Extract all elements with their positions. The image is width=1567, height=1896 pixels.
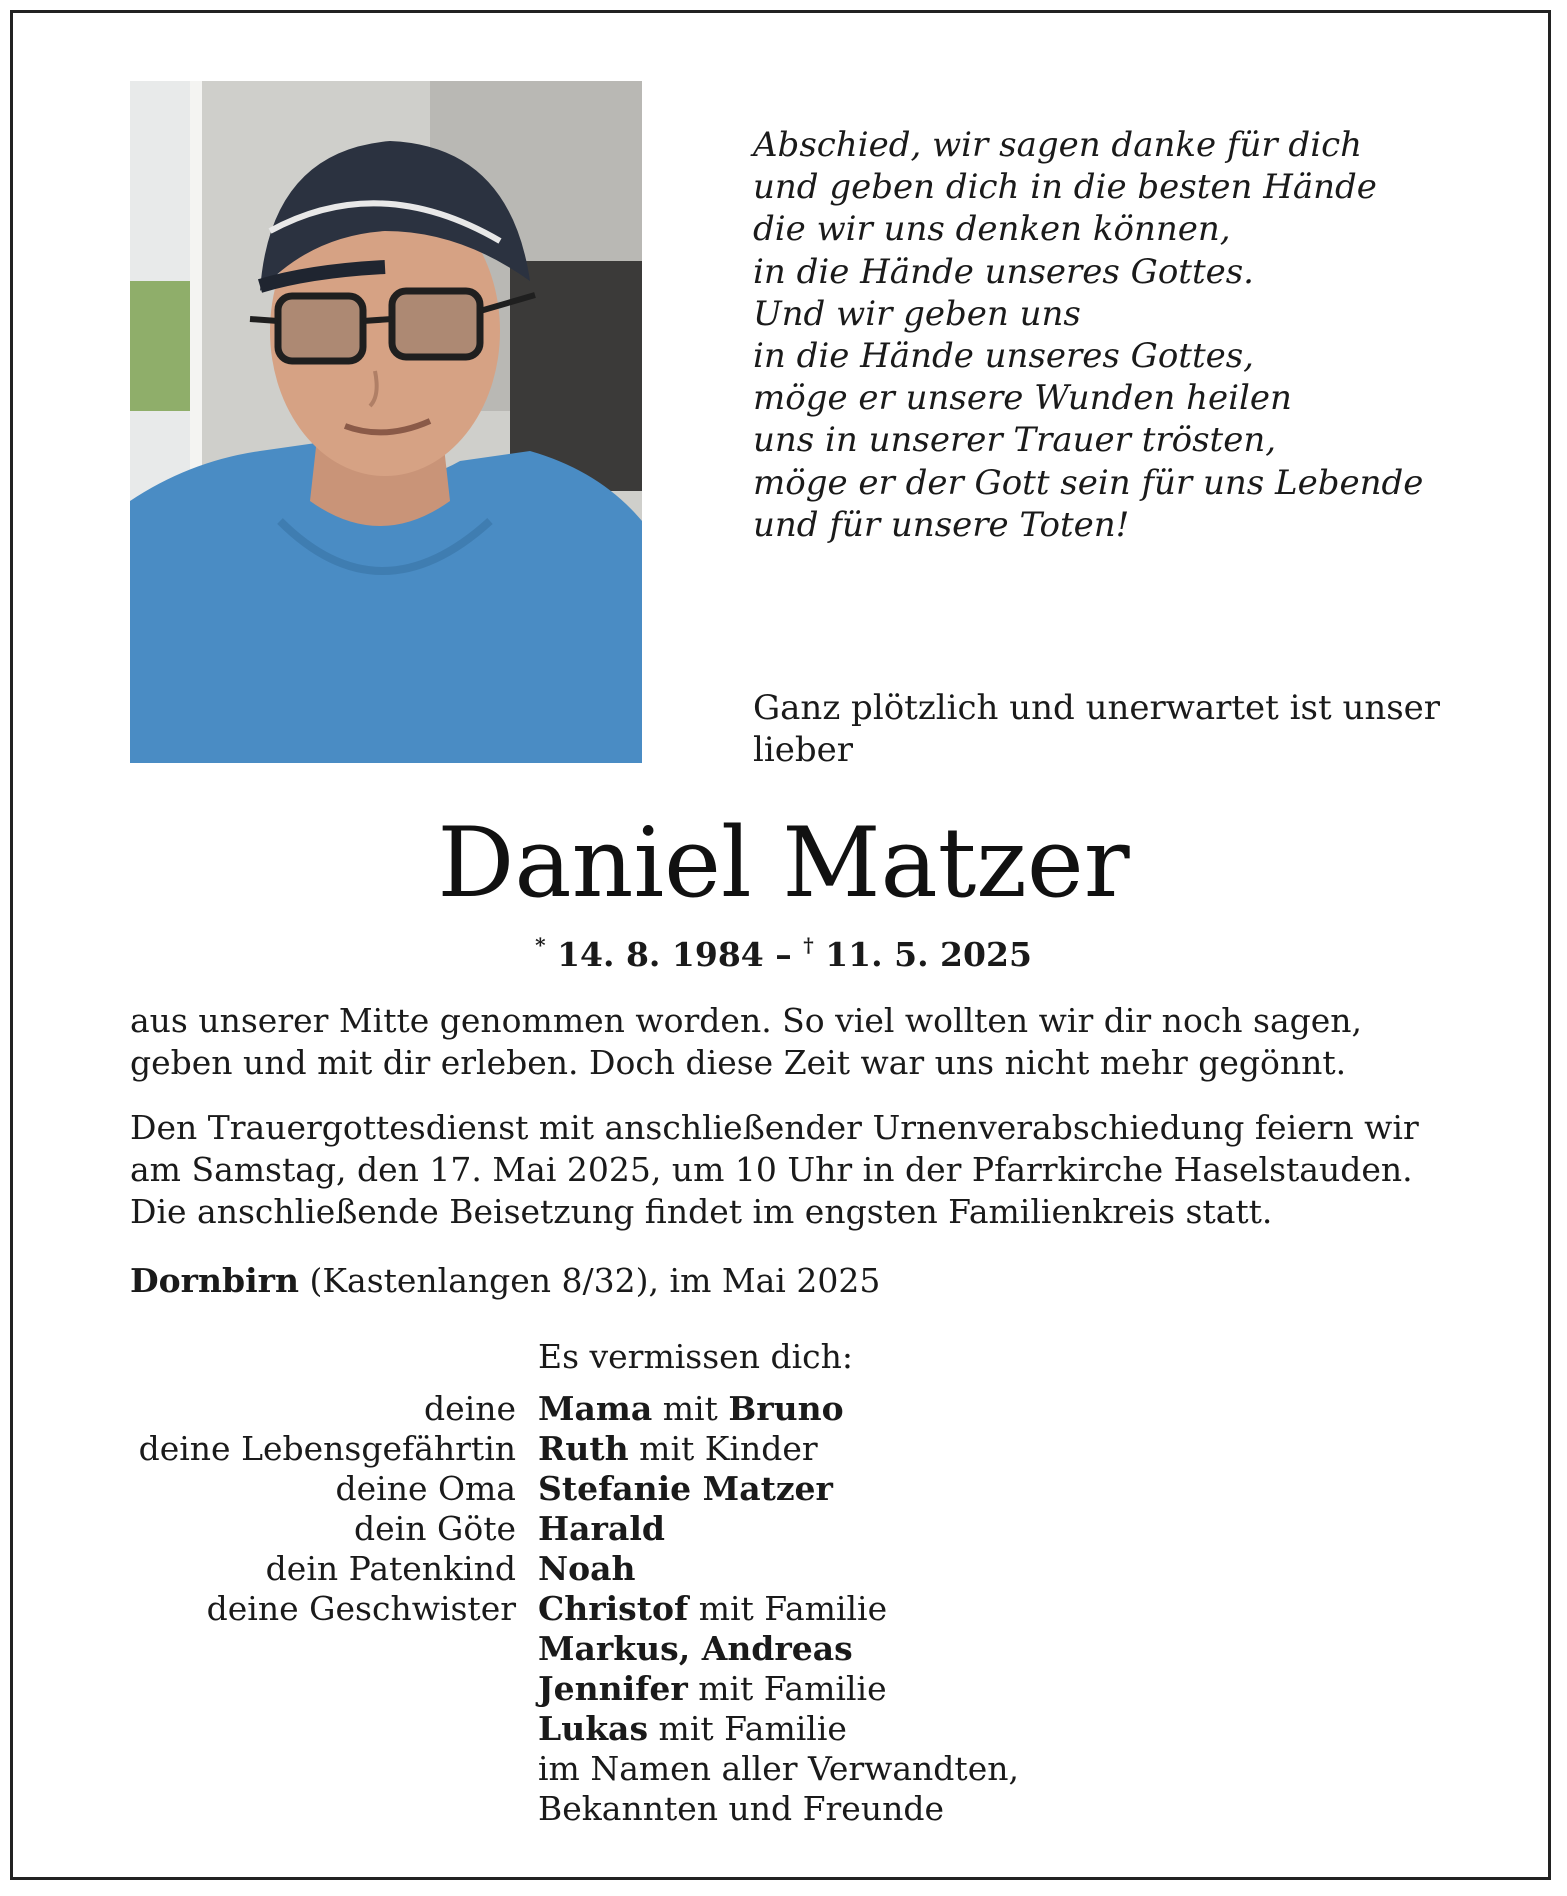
mourner-name: Jennifer [538, 1669, 688, 1708]
life-dates [0, 925, 1567, 975]
mourner-names [538, 1549, 636, 1589]
place-name: Dornbirn [130, 1261, 299, 1300]
place-detail: (Kastenlangen 8/32), im Mai 2025 [299, 1261, 881, 1300]
poem-line: und geben dich in die besten Hände [753, 167, 1377, 208]
mourners-list [0, 1389, 1567, 1829]
mourner-name: Harald [538, 1509, 665, 1548]
mourner-relation: deine Geschwister [206, 1589, 516, 1628]
portrait-illustration [130, 81, 642, 763]
mourner-names [538, 1389, 844, 1429]
mourner-relation: deine Lebensgefährtin [138, 1429, 516, 1468]
mourner-suffix: mit Kinder [628, 1429, 818, 1468]
mourner-suffix: mit [652, 1389, 729, 1428]
mourner-row [0, 1389, 1567, 1429]
mourner-names [538, 1669, 887, 1709]
mourner-name: Bruno [728, 1389, 844, 1428]
mourner-row [0, 1589, 1567, 1629]
mourner-names [538, 1629, 853, 1669]
mourner-suffix: mit Familie [687, 1669, 887, 1708]
birth-date: 14. 8. 1984 [557, 935, 764, 974]
poem-line: Und wir geben uns [753, 293, 1081, 334]
mourner-row [0, 1549, 1567, 1589]
mourner-names [538, 1589, 887, 1629]
poem-line: möge er der Gott sein für uns Lebende [753, 462, 1424, 503]
mourner-name: Noah [538, 1549, 636, 1588]
paragraph-farewell [130, 1000, 1440, 1084]
mourner-suffix: im Namen aller Verwandten, [538, 1749, 1019, 1788]
date-dash: – [775, 935, 792, 974]
mourner-name: Lukas [538, 1709, 649, 1748]
poem-line: möge er unsere Wunden heilen [753, 378, 1292, 419]
mourner-row [0, 1469, 1567, 1509]
intro-text [753, 687, 1473, 771]
mourner-row [0, 1629, 1567, 1669]
mourner-names [538, 1429, 818, 1469]
mourner-names [538, 1709, 847, 1749]
poem-line: in die Hände unseres Gottes. [753, 251, 1254, 292]
mourner-row [0, 1429, 1567, 1469]
mourner-row [0, 1669, 1567, 1709]
poem [753, 124, 1513, 546]
mourner-relation [0, 1789, 516, 1829]
intro-line-1: Ganz plötzlich und unerwartet ist unser [753, 688, 1441, 728]
death-symbol: † [803, 933, 814, 957]
death-date: 11. 5. 2025 [825, 935, 1032, 974]
mourner-relation [0, 1629, 516, 1669]
mourner-row [0, 1709, 1567, 1749]
paragraph-line: am Samstag, den 17. Mai 2025, um 10 Uhr in der Pfarrkirche Haselstauden. [130, 1150, 1413, 1189]
mourner-relation: deine Oma [335, 1469, 516, 1508]
mourners-heading: Es vermissen dich: [538, 1337, 853, 1376]
mourner-relation [0, 1749, 516, 1789]
deceased-name: Daniel Matzer [437, 807, 1130, 919]
mourner-row [0, 1509, 1567, 1549]
mourner-names [538, 1509, 665, 1549]
portrait-photo [130, 81, 642, 763]
poem-line: in die Hände unseres Gottes, [753, 336, 1254, 377]
intro-line-2: lieber [753, 730, 854, 770]
mourner-name: Mama [538, 1389, 653, 1428]
paragraph-line: Die anschließende Beisetzung findet im engsten Familienkreis statt. [130, 1192, 1273, 1231]
mourner-suffix: mit Familie [648, 1709, 847, 1748]
mourner-relation: deine [424, 1389, 516, 1428]
paragraph-service [130, 1107, 1440, 1233]
mourner-relation: dein Göte [354, 1509, 516, 1548]
mourner-row [0, 1789, 1567, 1829]
paragraph-line: geben und mit dir erleben. Doch diese Zeit war uns nicht mehr gegönnt. [130, 1043, 1347, 1082]
mourner-relation [0, 1709, 516, 1749]
mourner-suffix: Bekannten und Freunde [538, 1789, 944, 1828]
poem-line: die wir uns denken können, [753, 209, 1231, 250]
mourner-names [538, 1469, 833, 1509]
poem-line: uns in unserer Trauer trösten, [753, 420, 1277, 461]
mourner-relation: dein Patenkind [265, 1549, 516, 1588]
mourner-name: Markus, Andreas [538, 1629, 853, 1668]
place-date-line [130, 1260, 1440, 1302]
paragraph-line: Den Trauergottesdienst mit anschließender Urnenverabschiedung feiern wir [130, 1108, 1419, 1147]
birth-symbol: * [535, 933, 546, 957]
mourner-names [538, 1749, 1019, 1789]
mourner-name: Christof [538, 1589, 689, 1628]
mourner-suffix: mit Familie [688, 1589, 888, 1628]
paragraph-line: aus unserer Mitte genommen worden. So viel wollten wir dir noch sagen, [130, 1001, 1363, 1040]
mourner-names [538, 1789, 944, 1829]
poem-line: Abschied, wir sagen danke für dich [753, 125, 1363, 165]
poem-line: und für unsere Toten! [753, 504, 1130, 545]
mourner-row [0, 1749, 1567, 1789]
mourner-relation [0, 1669, 516, 1709]
mourner-name: Stefanie Matzer [538, 1469, 833, 1508]
mourner-name: Ruth [538, 1429, 629, 1468]
